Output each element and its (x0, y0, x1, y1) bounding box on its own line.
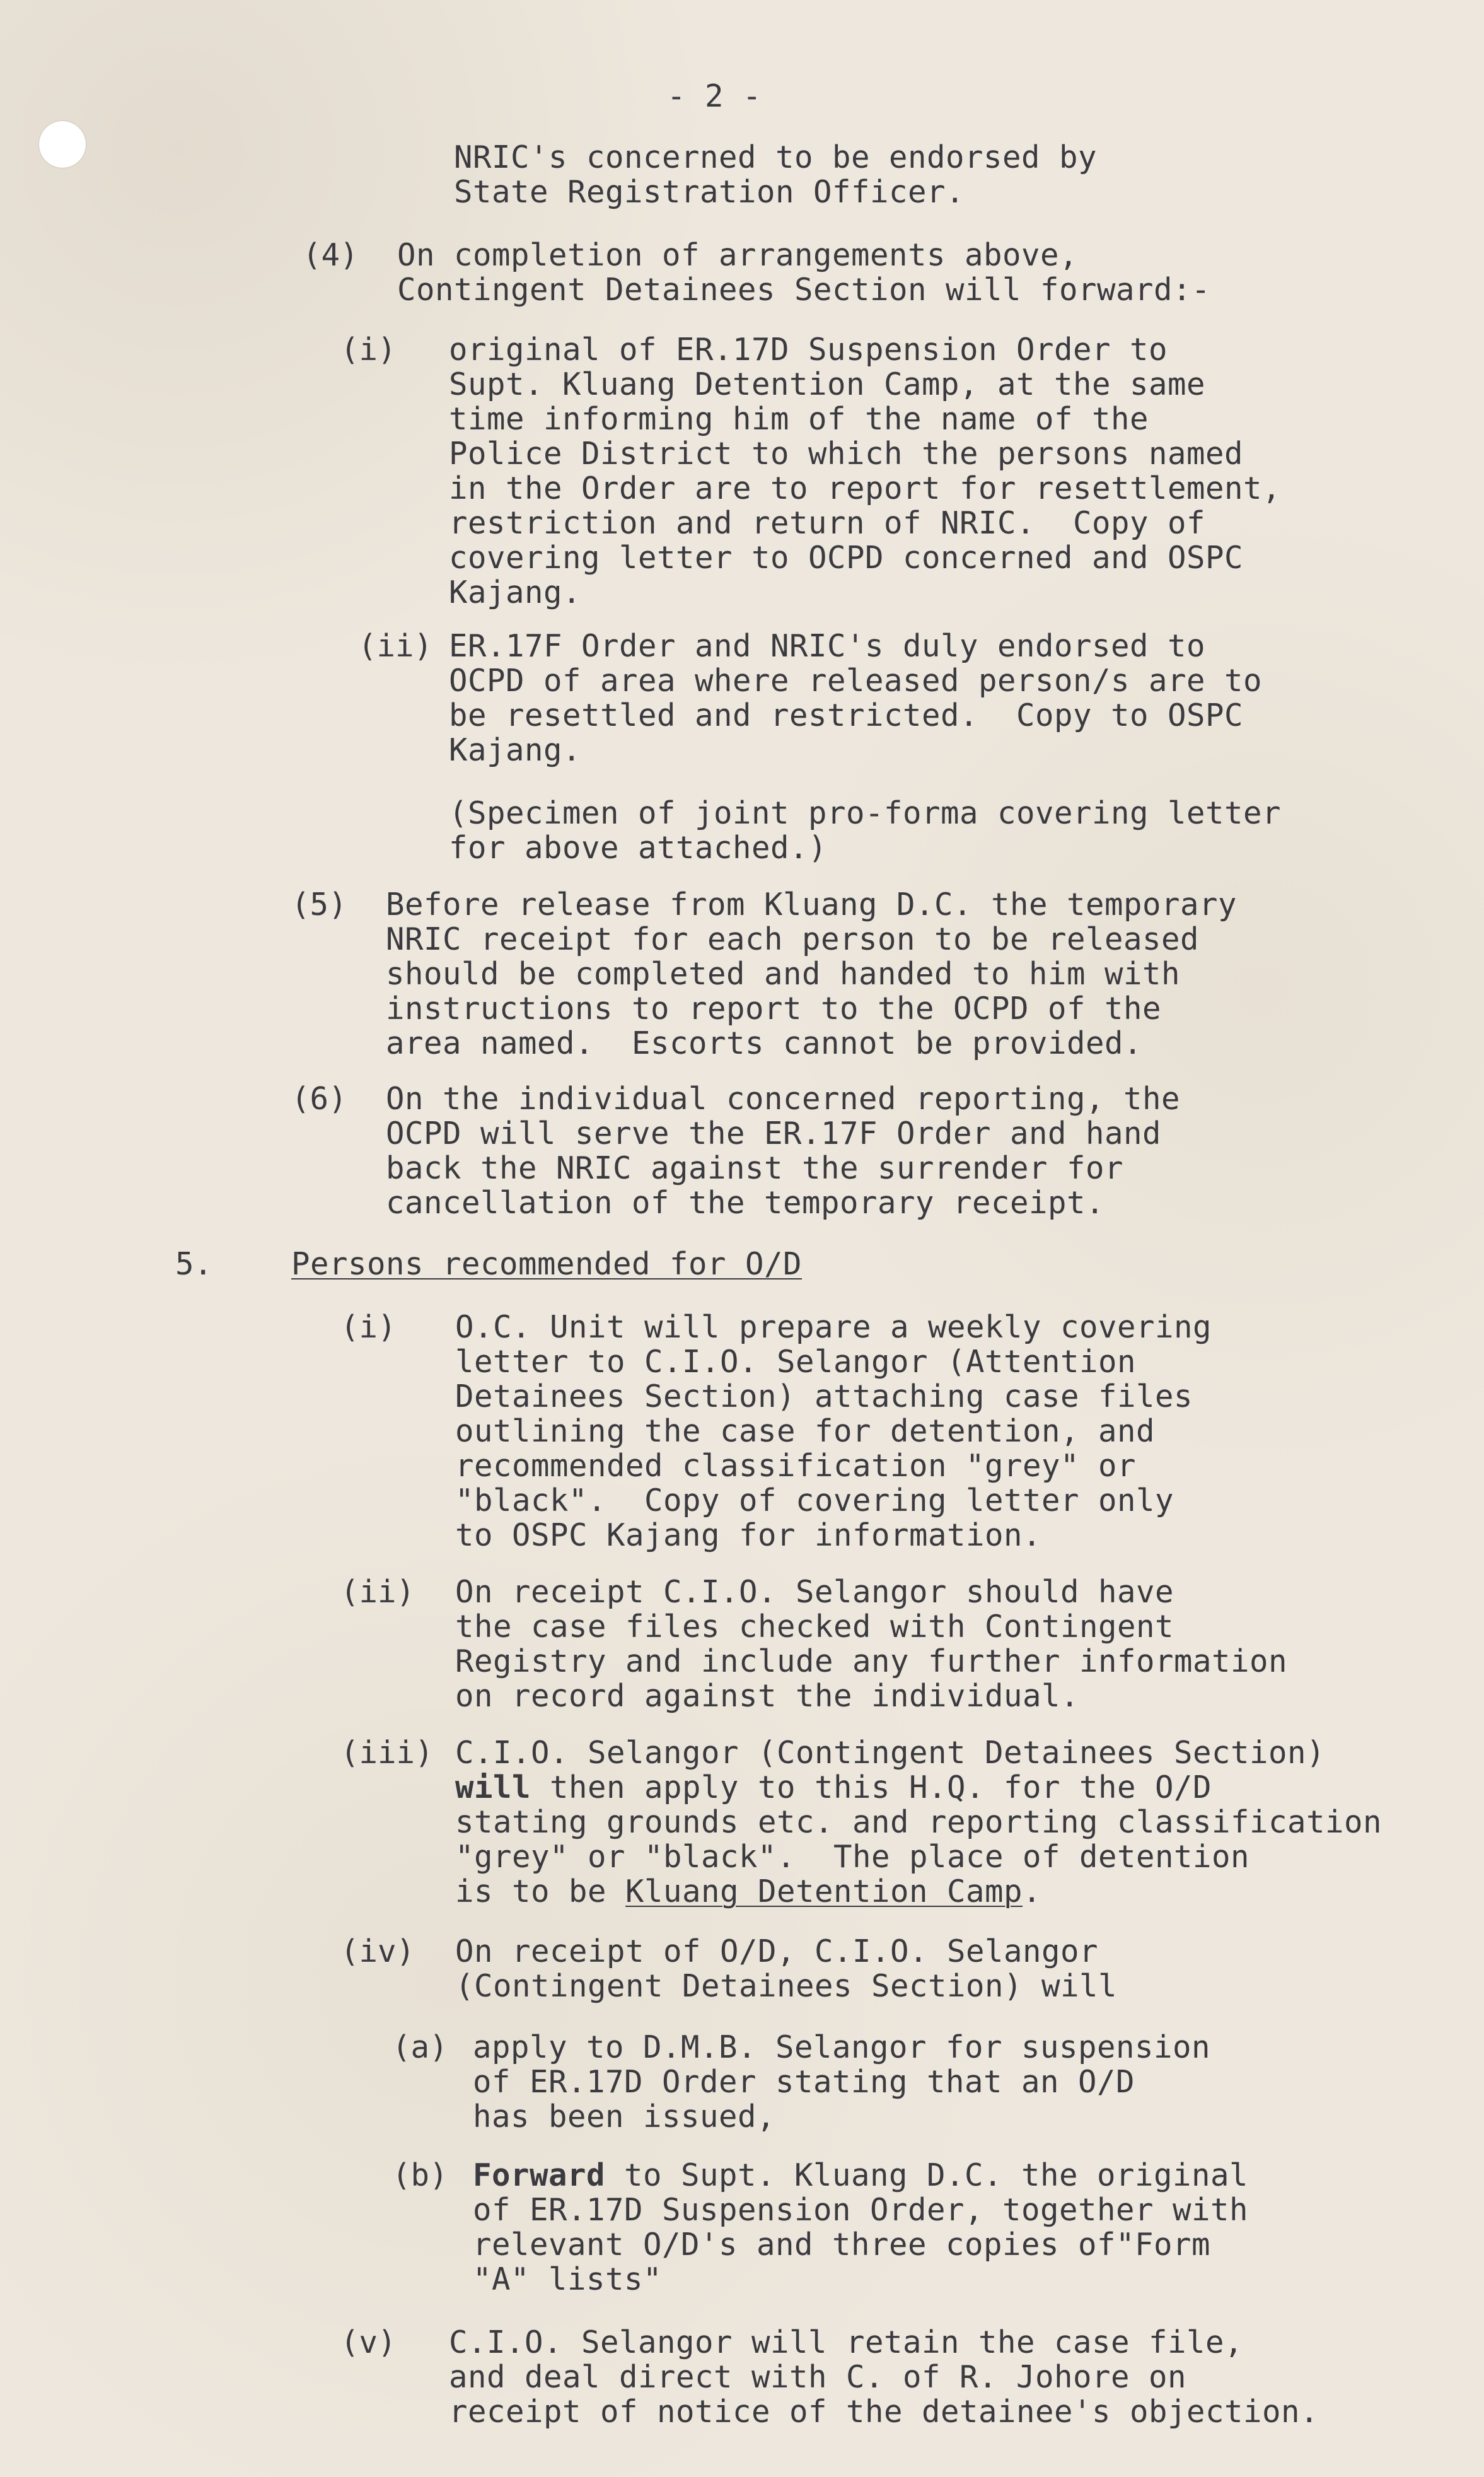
section-5-v-line-3: receipt of notice of the detainee's objection. (449, 2394, 1319, 2430)
section-5-iv-a-line-2: of ER.17D Order stating that an O/D (473, 2064, 1135, 2100)
section-5-iv-a-line-1: apply to D.M.B. Selangor for suspension (473, 2029, 1211, 2065)
para-4-i-label: (i) (340, 332, 397, 368)
section-5-iv-b-line-1 (473, 2157, 1249, 2193)
kluang-detention-camp: Kluang Detention Camp (625, 1874, 1023, 1909)
section-5-ii-line-2: the case files checked with Contingent (455, 1609, 1174, 1645)
section-5-iii-line-3: stating grounds etc. and reporting classification (455, 1804, 1383, 1840)
para-5-line-2: NRIC receipt for each person to be released (386, 921, 1200, 957)
para-5-line-1: Before release from Kluang D.C. the temporary (386, 887, 1238, 923)
para-4-i-line-5: in the Order are to report for resettlement, (449, 470, 1282, 506)
para-6-line-1: On the individual concerned reporting, the (386, 1081, 1181, 1117)
section-5-i-line-1: O.C. Unit will prepare a weekly covering (455, 1309, 1212, 1345)
section-5-iii-line-5-post: . (1023, 1874, 1042, 1909)
forward-word: Forward (473, 2157, 606, 2193)
section-5-iii-label: (iii) (340, 1735, 434, 1771)
para-4-i-line-4: Police District to which the persons named (449, 436, 1244, 472)
section-5-ii-line-4: on record against the individual. (455, 1678, 1080, 1714)
section-5-iv-b-label: (b) (392, 2157, 448, 2193)
para-4-label: (4) (303, 237, 359, 273)
para-4-ii-note-1: (Specimen of joint pro-forma covering letter (449, 795, 1282, 831)
section-5-iv-label: (iv) (340, 1933, 415, 1969)
section-5-i-line-6: "black". Copy of covering letter only (455, 1483, 1174, 1518)
section-5-iv-line-2: (Contingent Detainees Section) will (455, 1968, 1118, 2004)
para-4-line-1: On completion of arrangements above, (397, 237, 1079, 273)
section-5-i-line-5: recommended classification "grey" or (455, 1448, 1137, 1484)
para-4-ii-line-2: OCPD of area where released person/s are to (449, 663, 1263, 699)
lead-line-1: NRIC's concerned to be endorsed by (454, 139, 1098, 175)
section-5-iv-b-line-4: "A" lists" (473, 2261, 663, 2297)
section-5-iv-b-line-3: relevant O/D's and three copies of"Form (473, 2227, 1211, 2263)
para-4-i-line-8: Kajang. (449, 574, 582, 610)
lead-line-2: State Registration Officer. (454, 174, 965, 210)
para-4-ii-label: (ii) (358, 628, 433, 664)
section-5-iii-line-5 (455, 1876, 1041, 1908)
para-5-label: (5) (291, 887, 347, 923)
section-5-i-line-2: letter to C.I.O. Selangor (Attention (455, 1344, 1137, 1380)
para-6-line-2: OCPD will serve the ER.17F Order and hand (386, 1116, 1162, 1151)
para-5-line-5: area named. Escorts cannot be provided. (386, 1025, 1143, 1061)
section-5-iv-a-label: (a) (392, 2029, 448, 2065)
section-5-i-line-4: outlining the case for detention, and (455, 1413, 1156, 1449)
para-4-ii-line-4: Kajang. (449, 732, 582, 768)
para-4-i-line-1: original of ER.17D Suspension Order to (449, 332, 1168, 368)
para-6-line-3: back the NRIC against the surrender for (386, 1150, 1124, 1186)
section-5-iv-b-line-2: of ER.17D Suspension Order, together with (473, 2192, 1249, 2228)
section-5-iv-line-1: On receipt of O/D, C.I.O. Selangor (455, 1933, 1099, 1969)
section-5-iii-line-5-pre: is to be (455, 1874, 626, 1909)
punch-hole (39, 121, 86, 168)
section-5-heading: Persons recommended for O/D (291, 1246, 803, 1282)
section-5-number: 5. (175, 1246, 213, 1282)
will-word: will (455, 1769, 531, 1805)
section-5-iii-line-4: "grey" or "black". The place of detention (455, 1839, 1250, 1875)
section-5-iv-a-line-3: has been issued, (473, 2099, 776, 2135)
section-5-v-line-1: C.I.O. Selangor will retain the case file, (449, 2324, 1244, 2360)
para-4-i-line-2: Supt. Kluang Detention Camp, at the same (449, 366, 1206, 402)
section-5-iii-line-2 (455, 1769, 1212, 1805)
section-5-iv-b-line-1-rest: to Supt. Kluang D.C. the original (605, 2157, 1249, 2193)
para-4-i-line-7: covering letter to OCPD concerned and OSPC (449, 540, 1244, 576)
section-5-ii-line-1: On receipt C.I.O. Selangor should have (455, 1574, 1174, 1610)
section-5-iii-line-1: C.I.O. Selangor (Contingent Detainees Section) (455, 1735, 1326, 1771)
section-5-v-line-2: and deal direct with C. of R. Johore on (449, 2359, 1187, 2395)
para-4-i-line-6: restriction and return of NRIC. Copy of (449, 505, 1206, 541)
section-5-v-label: (v) (340, 2324, 397, 2360)
page-number: - 2 - (667, 78, 762, 114)
para-4-ii-line-3: be resettled and restricted. Copy to OSPC (449, 697, 1244, 733)
section-5-i-label: (i) (340, 1309, 397, 1345)
para-4-line-2: Contingent Detainees Section will forward:- (397, 272, 1211, 308)
section-5-i-line-7: to OSPC Kajang for information. (455, 1517, 1042, 1553)
section-5-ii-line-3: Registry and include any further information (455, 1643, 1288, 1679)
para-5-line-3: should be completed and handed to him with (386, 956, 1181, 992)
para-6-label: (6) (291, 1081, 347, 1117)
section-5-ii-label: (ii) (340, 1574, 415, 1610)
para-5-line-4: instructions to report to the OCPD of the (386, 991, 1162, 1027)
para-4-ii-note-2: for above attached.) (449, 830, 828, 866)
para-4-i-line-3: time informing him of the name of the (449, 401, 1149, 437)
para-6-line-4: cancellation of the temporary receipt. (386, 1185, 1105, 1221)
para-4-ii-line-1: ER.17F Order and NRIC's duly endorsed to (449, 628, 1206, 664)
section-5-i-line-3: Detainees Section) attaching case files (455, 1378, 1193, 1414)
section-5-iii-line-2-rest: then apply to this H.Q. for the O/D (531, 1769, 1212, 1805)
